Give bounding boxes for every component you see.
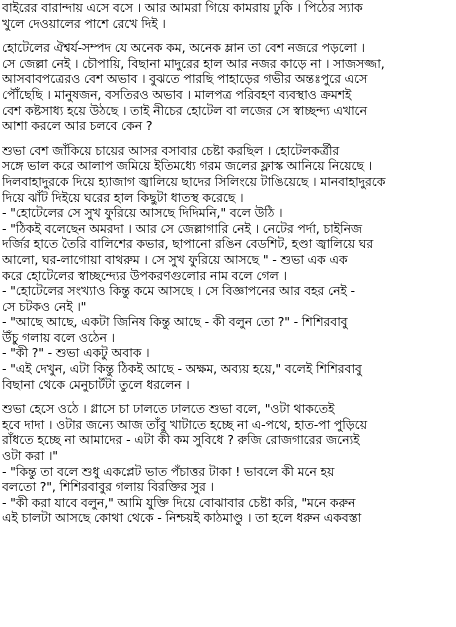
text-line: - "এই দেখুন, এটা কিন্তু ঠিকই আছে - অক্ষম, অব্যয় হয়ে," বলেই শিশিরবাবু <box>2 361 362 377</box>
paragraph-spacer <box>2 134 450 143</box>
text-line: এই চালটা আসছে কোথা থেকে - নিশ্চয়ই কাঠমাণ্ডু । তা হলে ধরুন একবস্তা <box>2 510 362 526</box>
text-line: আলো, ঘর-লাগোয়া বাথরুম । সে সুখ ফুরিয়ে আসছে " - শুভা এক এক <box>2 251 348 267</box>
text-line: সে চটকও নেই ।" <box>2 298 87 314</box>
text-line: সঙ্গে ভাল করে আলাপ জমিয়ে ইতিমধ্যে গরম জলের ফ্লাস্ক আনিয়ে নিয়েছে । <box>2 158 373 174</box>
paragraph-1 <box>2 0 450 31</box>
text-line: আসবাবপত্রেরও বেশ অভাব । বুঝতে পারছি পাহাড়ের গভীর অন্তঃপুরে এসে <box>2 71 368 87</box>
text-line: দিলবাহাদুরকে দিয়ে হ্যাজাগ জ্বালিয়ে ছাদের সিলিংয়ে টাঙিয়েছে । মানবাহাদুরকে <box>2 173 386 189</box>
text-line: খুলে দেওয়ালের পাশে রেখে দিই । <box>2 15 166 31</box>
text-line: - "হোটেলের সংখ্যাও কিন্তু কমে আসছে । সে বিজ্ঞাপনের আর বহর নেই - <box>2 283 355 299</box>
text-line: রাঁধতে হচ্ছে না আমাদের - এটা কী কম সুবিধে ? রুজি রোজগারের জন্যেই <box>2 432 360 448</box>
text-line: হবে দাদা । ওটার জন্যে আজ তাঁবু খাটাতে হচ্ছে না এ-পথে, হাত-পা পুড়িয়ে <box>2 416 367 432</box>
text-line: বিছানা থেকে মেনুচার্টটা তুলে ধরলেন । <box>2 376 190 392</box>
text-line: দর্জির হাতে তৈরি বালিশের কভার, ছাপানো রঙিন বেডশিট, হণ্ডা জ্বালিয়ে ঘর <box>2 236 374 252</box>
text-line: বাইরের বারান্দায় এসে বসে । আর আমরা গিয়ে কামরায় ঢুকি । পিঠের স্যাক <box>2 0 363 15</box>
text-line: পৌঁছেছি । মানুষজন, বসতিরও অভাব । মালপত্র পরিবহণ ব্যবস্থাও ক্রমশই <box>2 86 352 102</box>
text-line: হোটেলের ঐশ্বর্য-সম্পদ যে অনেক কম, অনেক ম্লান তা বেশ নজরে পড়লো । <box>2 40 365 56</box>
text-line: - "কী ?" - শুভা একটু অবাক । <box>2 345 150 361</box>
paragraph-2 <box>2 40 450 134</box>
text-line: আশা করলে আর চলবে কেন ? <box>2 118 153 134</box>
text-line: বলতো ?", শিশিরবাবুর গলায় বিরক্তির সুর । <box>2 479 214 495</box>
text-line: শুভা হেসে ওঠে । গ্লাসে চা ঢালতে ঢালতে শুভা বলে, "ওটা থাকতেই <box>2 401 335 417</box>
text-line: - "হোটেলের সে সুখ ফুরিয়ে আসছে দিদিমনি," বলে উঠি । <box>2 205 283 221</box>
paragraph-4 <box>2 401 450 526</box>
text-line: ওটা করা ।" <box>2 448 58 464</box>
paragraph-spacer <box>2 31 450 40</box>
text-line: বেশ কষ্টসাধ্য হয়ে উঠছে । তাই নীচের হোটেল বা লজের সে স্বাচ্ছন্দ্য এখানে <box>2 102 367 118</box>
paragraph-3 <box>2 143 450 393</box>
text-line: দিয়ে ঝাঁট দিইয়ে ঘরের হাল কিছুটা ধাতস্থ করেছে । <box>2 189 244 205</box>
text-line: সে জেল্লা নেই । চৌপায়ি, বিছানা মাদুরের হাল আর নজর কাড়ে না । সাজসজ্জা, <box>2 55 385 71</box>
text-line: করে হোটেলের স্বাচ্ছন্দ্যের উপকরণগুলোর নাম বলে গেল । <box>2 267 287 283</box>
text-line: - "ঠিকই বলেছেন অমরদা । আর সে জেল্লাগারি নেই । নেটের পর্দা, চাইনিজ <box>2 220 362 236</box>
text-line: - "আছে আছে, একটা জিনিষ কিন্তু আছে - কী বলুন তো ?" - শিশিরবাবু <box>2 314 348 330</box>
paragraph-spacer <box>2 392 450 401</box>
text-line: শুভা বেশ জাঁকিয়ে চায়ের আসর বসাবার চেষ্টা করছিল । হোটেলকর্ত্রীর <box>2 142 340 158</box>
text-line: - "কী করা যাবে বলুন," আমি যুক্তি দিয়ে বোঝাবার চেষ্টা করি, "মনে করুন <box>2 494 356 510</box>
text-line: - "কিন্তু তা বলে শুধু একপ্লেট ভাত পঁচাত্তর টাকা ! ভাবলে কী মনে হয় <box>2 463 335 479</box>
text-line: উঁচু গলায় বলে ওঠেন । <box>2 329 115 345</box>
